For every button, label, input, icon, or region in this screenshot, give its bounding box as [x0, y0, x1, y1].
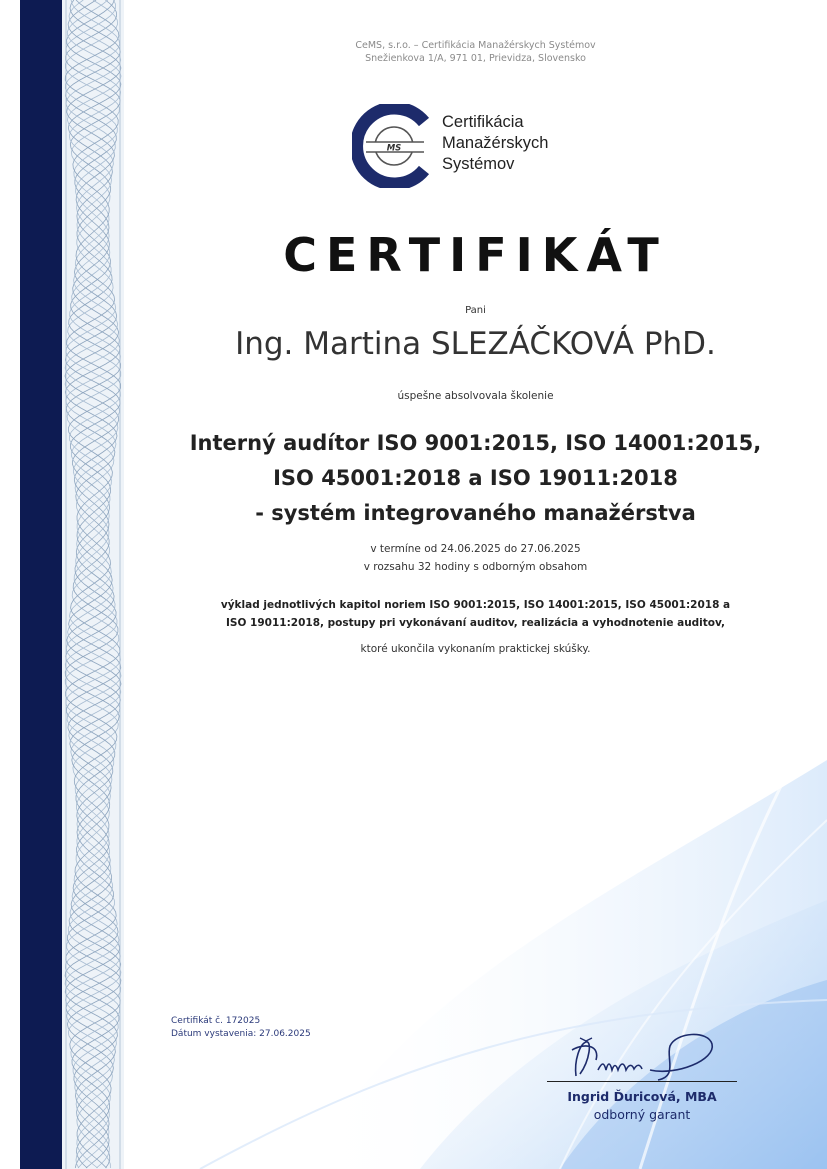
certificate-number: Certifikát č. 172025 — [171, 1016, 261, 1026]
course-term: v termíne od 24.06.2025 do 27.06.2025 — [370, 543, 581, 555]
salutation: Pani — [465, 305, 486, 316]
logo-wordmark — [442, 112, 548, 175]
issuer-street: Snežienkova 1/A, 971 01, Prievidza, Slovensko — [365, 53, 586, 64]
signatory-role: odborný garant — [593, 1107, 691, 1122]
logo-line-2: Manažérskych — [442, 134, 549, 152]
cems-emblem-icon — [352, 104, 436, 188]
certificate-title: CERTIFIKÁT — [283, 228, 668, 282]
issuer-address — [124, 39, 827, 65]
certificate-meta — [171, 1015, 311, 1041]
cems-logo — [352, 104, 592, 188]
course-line-1: Interný audítor ISO 9001:2015, ISO 14001:2015, — [189, 431, 762, 455]
signature-line — [547, 1081, 737, 1082]
course-content-line-1: výklad jednotlivých kapitol noriem ISO 9001:2015, ISO 14001:2015, ISO 45001:2018 a — [220, 599, 731, 611]
navy-border-bar — [20, 0, 62, 1169]
issuer-name: CeMS, s.r.o. – Certifikácia Manažérskych Systémov — [355, 40, 596, 51]
logo-monogram: MS — [386, 143, 402, 154]
recipient-name: Ing. Martina SLEZÁČKOVÁ PhD. — [235, 326, 716, 362]
handwritten-signature — [566, 1030, 718, 1084]
logo-line-1: Certifikácia — [442, 113, 524, 131]
completion-statement: ktoré ukončila vykonaním praktickej skúšky. — [360, 643, 591, 655]
signatory-name: Ingrid Ďuricová, MBA — [567, 1089, 717, 1104]
course-hours: v rozsahu 32 hodiny s odborným obsahom — [363, 561, 588, 573]
guilloche-border — [62, 0, 124, 1169]
course-title — [124, 426, 827, 531]
course-content-line-2: ISO 19011:2018, postupy pri vykonávaní auditov, realizácia a vyhodnotenie auditov, — [226, 617, 725, 629]
logo-line-3: Systémov — [442, 155, 515, 173]
course-line-3: - systém integrovaného manažérstva — [255, 501, 696, 525]
course-content — [124, 596, 827, 632]
issue-date: Dátum vystavenia: 27.06.2025 — [171, 1029, 311, 1039]
course-line-2: ISO 45001:2018 a ISO 19011:2018 — [273, 466, 678, 490]
course-details — [124, 540, 827, 576]
completion-intro: úspešne absolvovala školenie — [397, 390, 554, 402]
